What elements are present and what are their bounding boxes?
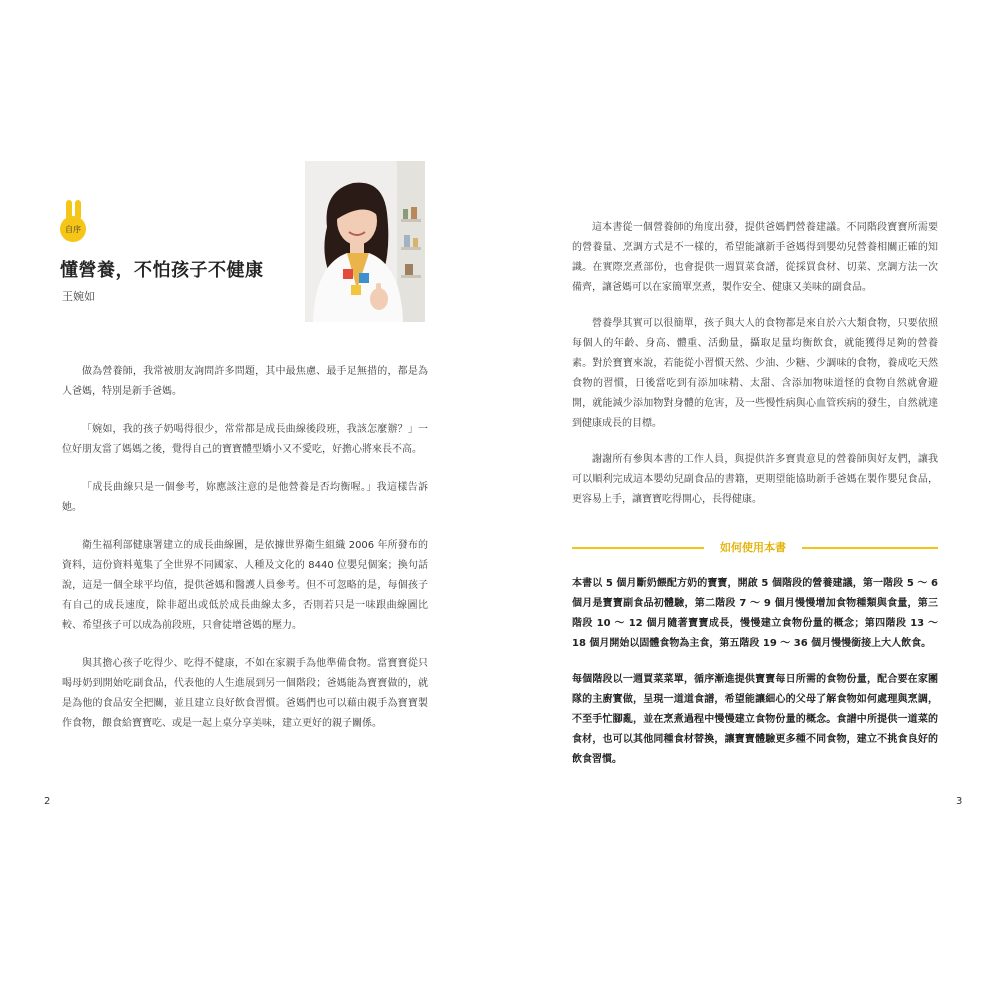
paragraph: 衛生福利部健康署建立的成長曲線圖，是依據世界衛生組織 2006 年所發布的資料，這份資料蒐集了全世界不同國家、人種及文化的 8440 位嬰兒個案；換句話說，這是一個全球平均值，提供爸媽和醫護人員參考。但不可忽略的是，每個孩子有自己的成長速度，除非超出或低於成長曲線太多，否則若只是一味跟曲線圖比較、希望孩子可以成為前段班，只會徒增爸媽的壓力。 [62, 540, 428, 631]
paragraph: 本書以 5 個月斷奶餵配方奶的寶寶，開啟 5 個階段的營養建議，第一階段 5 ～ 6 個月是寶寶副食品初體驗，第二階段 7 ～ 9 個月慢慢增加食物種類與食量，第三階段 10 ～ 12 個月隨著寶寶成長，慢慢建立食物份量的概念；第四階段 13 ～ 18 個月開始以固體食物為主食，第五階段 19 ～ 36 個月慢慢銜接上大人飲食。 [572, 578, 938, 649]
preface-body [62, 362, 428, 752]
author-name: 王婉如 [62, 290, 95, 303]
how-to-use-body [572, 574, 938, 786]
divider-line-left [572, 547, 704, 549]
section-title: 如何使用本書 [720, 541, 786, 554]
page-title: 懂營養，不怕孩子不健康 [60, 260, 264, 281]
page-number-right: 3 [956, 796, 963, 807]
badge-label: 自序 [65, 224, 81, 234]
paragraph: 「婉如，我的孩子奶喝得很少，常常都是成長曲線後段班，我該怎麼辦？」一位好朋友當了媽媽之後，覺得自己的寶寶體型嬌小又不愛吃，好擔心將來長不高。 [62, 424, 428, 455]
preface-badge [60, 200, 86, 242]
author-portrait-illustration [305, 161, 425, 322]
divider-line-right [802, 547, 938, 549]
paragraph: 與其擔心孩子吃得少、吃得不健康，不如在家親手為他準備食物。當寶寶從只喝母奶到開始吃副食品，代表他的人生進展到另一個階段；爸媽能為寶寶做的，就是為他的食品安全把關，並且建立良好飲食習慣。爸媽們也可以藉由親手為寶寶製作食物，餵食給寶寶吃、或是一起上桌分享美味，建立更好的親子關係。 [62, 658, 428, 729]
paragraph: 做為營養師，我常被朋友詢問許多問題，其中最焦慮、最手足無措的，都是為人爸媽，特別是新手爸媽。 [62, 366, 428, 397]
preface-continued-body [572, 218, 938, 526]
page-number-left: 2 [44, 796, 51, 807]
author-photo [305, 161, 425, 322]
paragraph: 這本書從一個營養師的角度出發，提供爸媽們營養建議。不同階段寶寶所需要的營養量、烹調方式是不一樣的，希望能讓新手爸媽得到嬰幼兒營養相關正確的知識。在實際烹煮部份，也會提供一週買菜食譜，從採買食材、切菜、烹調方法一次備齊，讓爸媽可以在家簡單烹煮，製作安全、健康又美味的副食品。 [572, 222, 938, 293]
paragraph: 營養學其實可以很簡單，孩子與大人的食物都是來自於六大類食物，只要依照每個人的年齡、身高、體重、活動量，攝取足量均衡飲食，就能獲得足夠的營養素。對於寶寶來說，若能從小習慣天然、少油、少糖、少調味的食物，養成吃天然食物的習慣，日後當吃到有添加味精、太甜、含添加物味道怪的食物自然就會避開，就能減少添加物對身體的危害，及一些慢性病與心血管疾病的發生，自然就達到健康成長的目標。 [572, 318, 938, 429]
paragraph: 每個階段以一週買菜菜單，循序漸進提供寶寶每日所需的食物份量，配合要在家團隊的主廚實做，呈現一道道食譜，希望能讓細心的父母了解食物如何處理與烹調，不至手忙腳亂，並在烹煮過程中慢慢建立食物份量的概念。食譜中所提供一道菜的食材，也可以其他同種食材替換，讓寶寶體驗更多種不同食物，建立不挑食良好的飲食習慣。 [572, 674, 938, 765]
section-header [572, 538, 938, 558]
paragraph: 「成長曲線只是一個參考，妳應該注意的是他營養是否均衡喔。」我這樣告訴她。 [62, 482, 428, 513]
badge-circle [60, 216, 86, 242]
paragraph: 謝謝所有參與本書的工作人員，與提供許多寶貴意見的營養師與好友們，讓我可以順利完成這本嬰幼兒副食品的書籍，更期望能協助新手爸媽在製作嬰兒食品，更容易上手，讓寶寶吃得開心，長得健康。 [572, 454, 938, 505]
